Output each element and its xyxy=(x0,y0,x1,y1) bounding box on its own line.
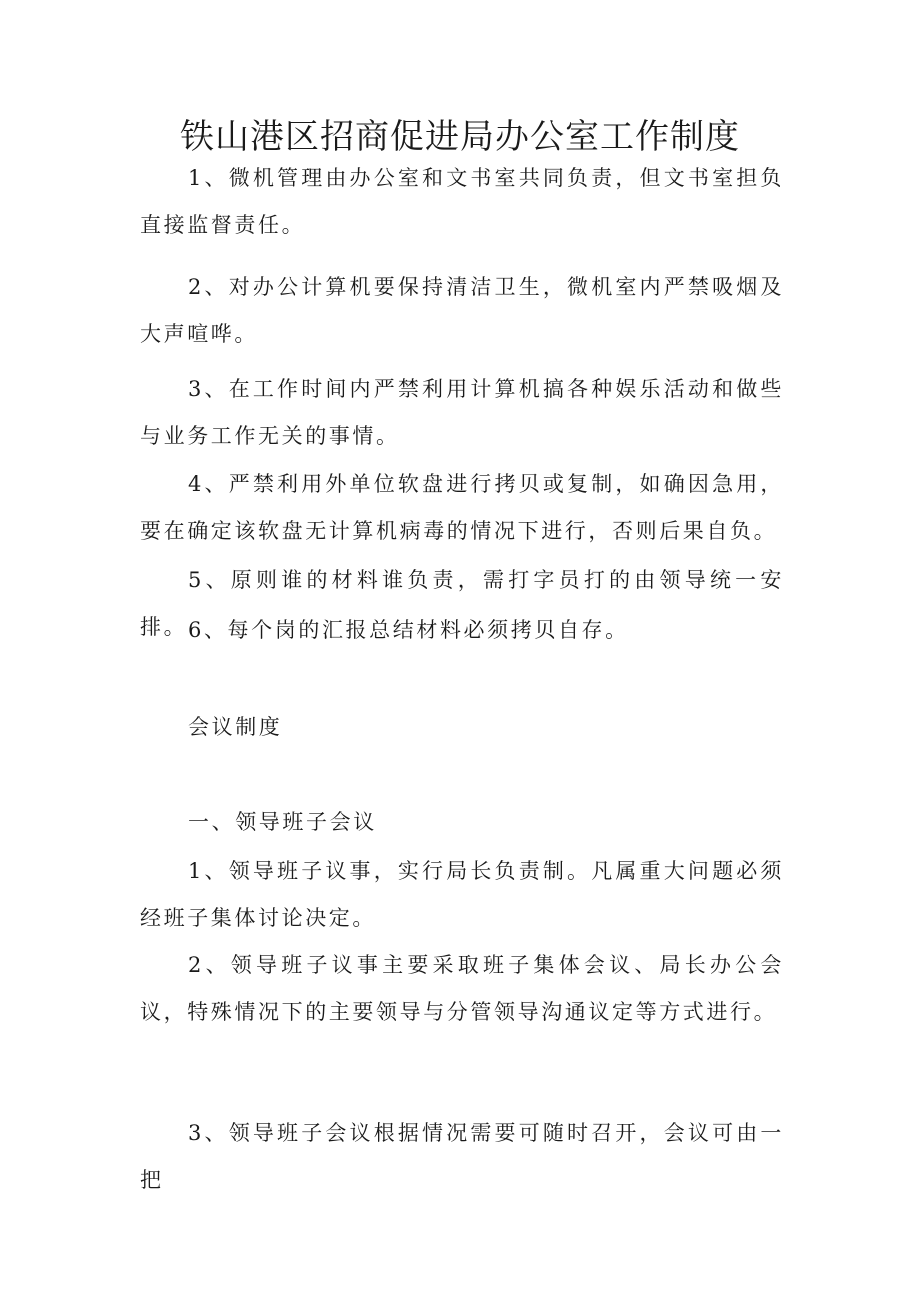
rule-1: 1、微机管理由办公室和文书室共同负责，但文书室担负直接监督责任。 xyxy=(140,166,784,237)
rule-4: 4、严禁利用外单位软盘进行拷贝或复制，如确因急用，要在确定该软盘无计算机病毒的情况下进行，否则后果自负。 xyxy=(140,472,784,543)
document-title: 铁山港区招商促进局办公室工作制度 xyxy=(180,117,740,157)
meeting-section-title: 会议制度 xyxy=(188,715,283,739)
rule-5: 5、原则谁的材料谁负责，需打字员打的由领导统一安排。 xyxy=(140,568,784,639)
rule-2: 2、对办公计算机要保持清洁卫生，微机室内严禁吸烟及大声喧哗。 xyxy=(140,275,784,346)
meeting-item-3: 3、领导班子会议根据情况需要可随时召开，会议可由一把 xyxy=(140,1121,784,1192)
subsection-title: 一、领导班子会议 xyxy=(188,810,377,834)
rule-3: 3、在工作时间内严禁利用计算机搞各种娱乐活动和做些与业务工作无关的事情。 xyxy=(140,377,784,448)
meeting-item-1: 1、领导班子议事，实行局长负责制。凡属重大问题必须经班子集体讨论决定。 xyxy=(140,859,784,930)
rule-6: 6、每个岗的汇报总结材料必须拷贝自存。 xyxy=(188,618,629,642)
meeting-item-2: 2、领导班子议事主要采取班子集体会议、局长办公会议，特殊情况下的主要领导与分管领导沟通议定等方式进行。 xyxy=(140,953,784,1024)
